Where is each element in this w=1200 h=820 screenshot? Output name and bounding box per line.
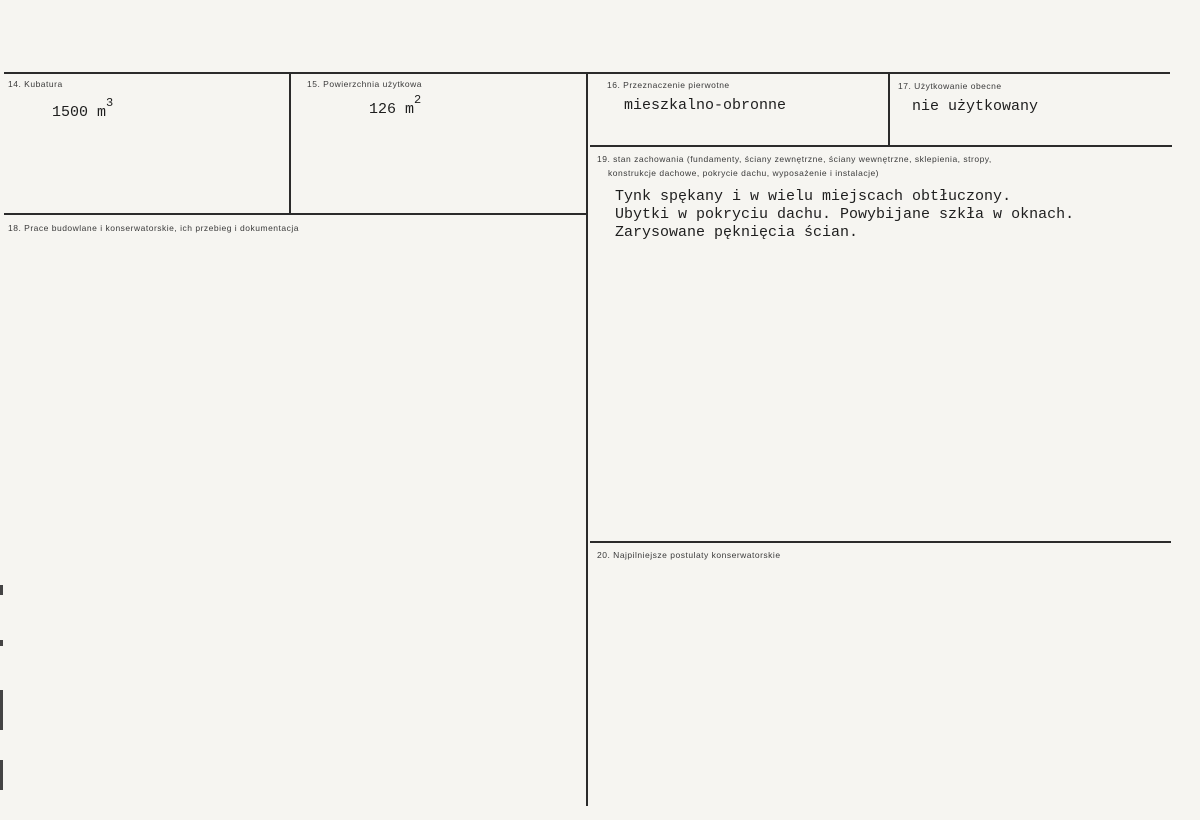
field-19-text bbox=[615, 188, 1074, 242]
field-20-label: 20. Najpilniejsze postulaty konserwatorskie bbox=[597, 550, 781, 560]
edge-mark bbox=[0, 760, 3, 790]
field-15-value bbox=[369, 93, 422, 118]
field-16-label: 16. Przeznaczenie pierwotne bbox=[607, 80, 730, 90]
field-15-label: 15. Powierzchnia użytkowa bbox=[307, 79, 423, 89]
field-14-value bbox=[52, 96, 114, 121]
condition-line: Tynk spękany i w wielu miejscach obtłuczony. bbox=[615, 188, 1012, 205]
divider-14-15 bbox=[289, 72, 291, 215]
field-19-label bbox=[597, 152, 992, 180]
edge-mark bbox=[0, 585, 3, 595]
rule-under-14-15 bbox=[4, 213, 588, 215]
field-14-label: 14. Kubatura bbox=[8, 79, 63, 89]
edge-mark bbox=[0, 690, 3, 730]
field-16-value: mieszkalno-obronne bbox=[624, 97, 787, 114]
field-18-label: 18. Prace budowlane i konserwatorskie, ich przebieg i dokumentacja bbox=[8, 223, 299, 233]
condition-line: Ubytki w pokryciu dachu. Powybijane szkła w oknach. bbox=[615, 206, 1075, 223]
kubatura-value: 1500 m bbox=[52, 104, 107, 121]
center-divider bbox=[586, 72, 588, 806]
field-17-label: 17. Użytkowanie obecne bbox=[898, 81, 1002, 91]
rule-under-16-17 bbox=[590, 145, 1172, 147]
condition-line: Zarysowane pęknięcia ścian. bbox=[615, 224, 859, 241]
divider-16-17 bbox=[888, 72, 890, 145]
area-exponent: 2 bbox=[414, 93, 422, 107]
edge-mark bbox=[0, 640, 3, 646]
field-19-label-line2: konstrukcje dachowe, pokrycie dachu, wyposażenie i instalacje) bbox=[608, 168, 880, 178]
rule-under-19 bbox=[590, 541, 1171, 543]
field-17-value: nie użytkowany bbox=[912, 98, 1039, 115]
kubatura-exponent: 3 bbox=[106, 96, 114, 110]
area-value: 126 m bbox=[369, 101, 415, 118]
field-19-label-line1: 19. stan zachowania (fundamenty, ściany zewnętrzne, ściany wewnętrzne, sklepienia, stropy, bbox=[597, 154, 992, 164]
